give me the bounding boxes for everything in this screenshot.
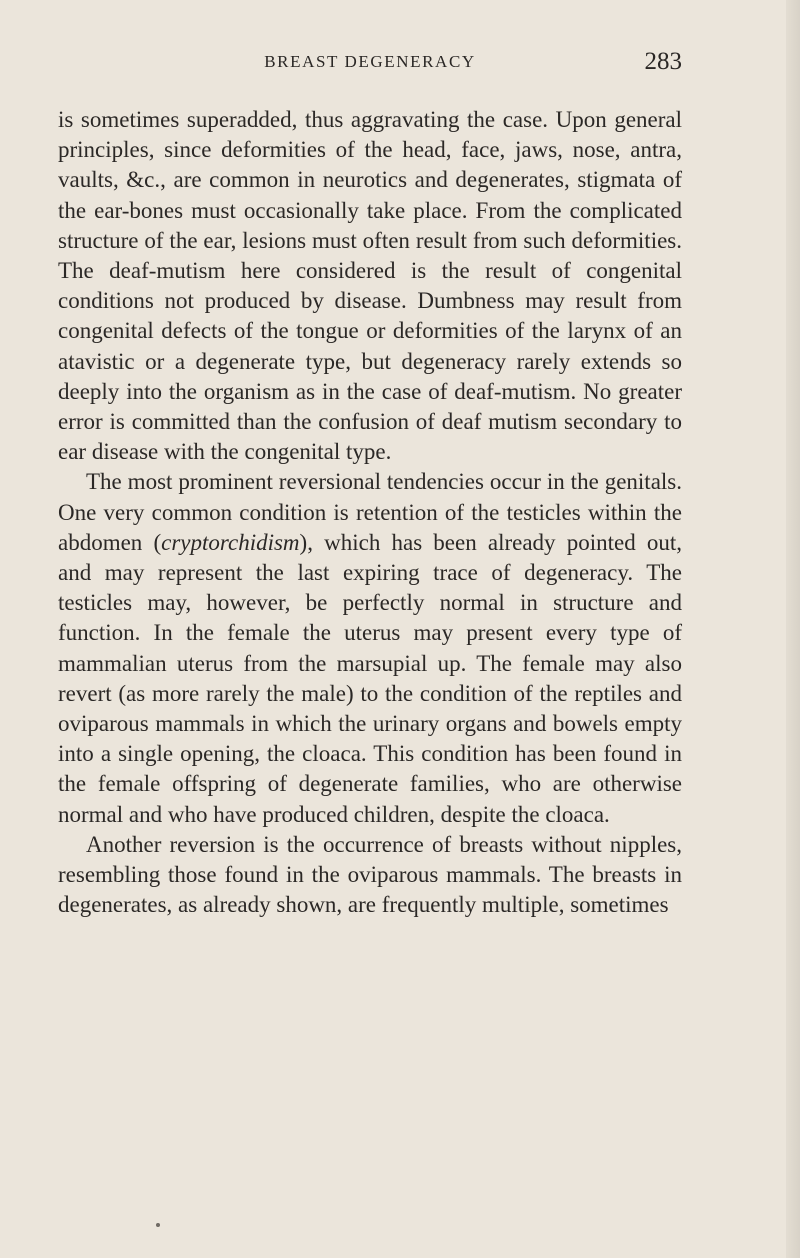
- paragraph: [58, 105, 682, 467]
- paper-speck: [156, 1223, 160, 1227]
- page-edge: [786, 0, 800, 1258]
- paragraph-text: Another reversion is the occurrence of breasts without nipples, resembling those found in the oviparous mammals. The breasts in degenerates, as already shown, are frequently multiple, sometimes: [58, 831, 682, 918]
- paragraph-text: The most prominent reversional tendencies occur in the genitals. One very common condition is retention of the testicles within the abdomen (: [58, 469, 682, 555]
- paragraph-text: ), which has been already pointed out, and may represent the last expiring trace of degeneracy. The testicles may, however, be perfectly normal in structure and function. In the female the uterus may present every type of mammalian uterus from the marsupial up. The female may also revert (as more rarely the male) to the condition of the reptiles and oviparous mammals in which the urinary organs and bowels empty into a single opening, the cloaca. This condition has been found in the female offspring of degenerate families, who are otherwise normal and who have produced children, despite the cloaca.: [58, 529, 683, 827]
- italic-term: cryptorchidism: [161, 529, 300, 555]
- page-header: [58, 50, 682, 90]
- paragraph-text: is sometimes superadded, thus aggravating the case. Upon general principles, since deformities of the head, face, jaws, nose, antra, vaults, &c., are common in neurotics and degenerates, stigmata of the ear-bones must occasionally take place. From the complicated structure of the ear, lesions must often result from such deformities. The deaf-mutism here considered is the result of congenital conditions not produced by disease. Dumbness may result from congenital defects of the tongue or deformities of the larynx of an atavistic or a degenerate type, but degeneracy rarely extends so deeply into the organism as in the case of deaf-mutism. No greater error is committed than the confusion of deaf mutism secondary to ear disease with the congenital type.: [58, 107, 682, 465]
- paragraph: [58, 467, 682, 829]
- paragraph: [58, 830, 682, 921]
- running-head: BREAST DEGENERACY: [264, 52, 476, 71]
- page-number: 283: [644, 48, 682, 75]
- body-text: [58, 105, 682, 920]
